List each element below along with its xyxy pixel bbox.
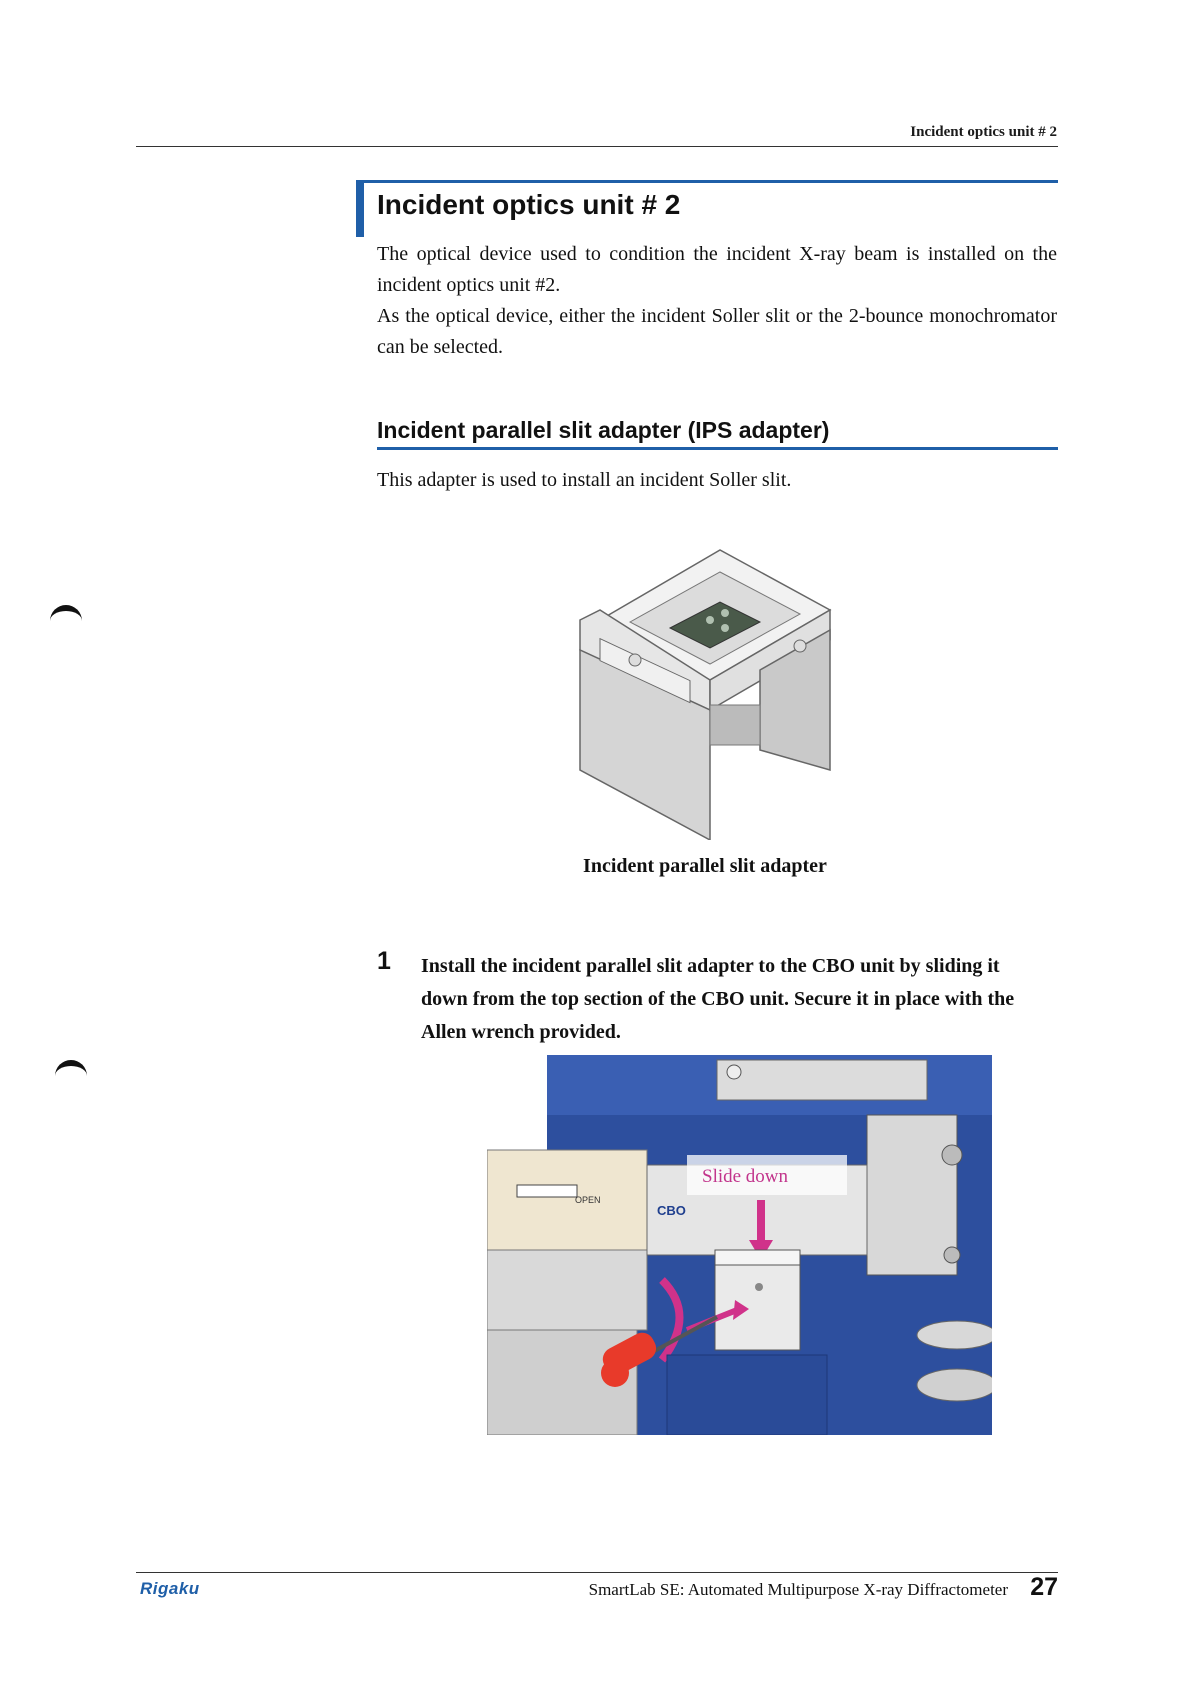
running-header: Incident optics unit # 2	[910, 124, 1057, 140]
page-number: 27	[1030, 1573, 1058, 1601]
section-title-accent	[356, 180, 364, 237]
ips-adapter-illustration	[560, 510, 850, 840]
section-paragraph: As the optical device, either the incident Soller slit or the 2-bounce monochromator can be selected.	[377, 305, 1057, 358]
cbo-label: CBO	[657, 1203, 686, 1218]
open-label: OPEN	[575, 1195, 601, 1205]
figure-caption: Incident parallel slit adapter	[583, 855, 827, 877]
step-instruction: Install the incident parallel slit adapter to the CBO unit by sliding it down from the top section of the CBO unit. Secure it in place with the Allen wrench provided.	[421, 955, 1015, 1043]
subsection-title: Incident parallel slit adapter (IPS adapter)	[377, 417, 830, 443]
footer-title: SmartLab SE: Automated Multipurpose X-ray Diffractometer	[588, 1580, 1008, 1599]
section-paragraph: The optical device used to condition the incident X-ray beam is installed on the incident optics unit #2.	[377, 243, 1057, 296]
subsection-rule	[377, 447, 1058, 450]
binder-hole-mark	[55, 1060, 87, 1082]
header-rule	[136, 146, 1058, 147]
section-title: Incident optics unit # 2	[377, 189, 681, 220]
binder-hole-mark	[50, 605, 82, 627]
footer-rule	[136, 1572, 1058, 1573]
step-number: 1	[377, 947, 391, 975]
brand-logo: Rigaku	[140, 1579, 200, 1598]
slide-down-annotation: Slide down	[702, 1166, 789, 1187]
subsection-paragraph: This adapter is used to install an incident Soller slit.	[377, 469, 792, 491]
section-title-bar	[356, 180, 1058, 183]
cbo-installation-illustration	[487, 1055, 992, 1435]
